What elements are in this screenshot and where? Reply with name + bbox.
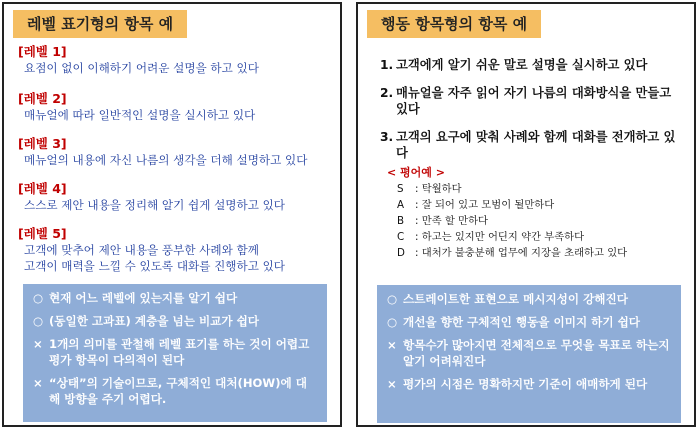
level-description: 요점이 없이 이해하기 어려운 설명을 하고 있다	[24, 61, 259, 75]
list-item	[380, 129, 685, 161]
behavior-item-panel	[356, 2, 696, 427]
item-text: 고객에게 알기 쉬운 말로 설명을 실시하고 있다	[396, 58, 648, 72]
note-item	[387, 291, 671, 307]
item-text: 고객의 요구에 맞춰 사례와 함께 대화를 전개하고 있다	[396, 130, 676, 160]
note-text: 스트레이트한 표현으로 메시지성이 강해진다	[403, 292, 628, 306]
grade-text: : 대처가 불충분해 업무에 지장을 초래하고 있다	[415, 247, 628, 259]
cross-mark-icon: ×	[33, 376, 43, 390]
level-label: [레벨 2]	[18, 91, 67, 106]
circle-mark-icon: ○	[387, 315, 398, 329]
note-item	[33, 336, 317, 368]
pros-cons-box	[23, 284, 327, 422]
note-item	[33, 313, 317, 329]
note-item	[387, 376, 671, 392]
circle-mark-icon: ○	[387, 292, 398, 306]
circle-mark-icon: ○	[33, 314, 44, 328]
level-item	[18, 181, 285, 213]
note-item	[33, 290, 317, 306]
cross-mark-icon: ×	[387, 377, 397, 391]
grade-letter: C	[397, 231, 405, 243]
pros-cons-box	[377, 285, 681, 423]
level-description: 고객에 맞추어 제안 내용을 풍부한 사례와 함께	[24, 243, 259, 257]
level-description: 고객이 매력을 느낄 수 있도록 대화를 진행하고 있다	[24, 259, 285, 273]
evaluation-header: < 평어예 >	[387, 166, 445, 179]
level-description: 매뉴얼에 따라 일반적인 설명을 실시하고 있다	[24, 108, 256, 122]
note-text: 항목수가 많아지면 전체적으로 무엇을 목표로 하는지 알기 어려워진다	[403, 338, 670, 368]
note-text: 현재 어느 레벨에 있는지를 알기 쉽다	[49, 291, 238, 305]
grade-row	[397, 213, 667, 229]
grade-letter: A	[397, 199, 405, 211]
level-item	[18, 44, 259, 76]
item-number: 2.	[380, 86, 394, 100]
grade-row	[397, 181, 667, 197]
note-text: “상태”의 기술이므로, 구체적인 대처(HOW)에 대해 방향을 주기 어렵다.	[49, 376, 307, 406]
grade-text: : 잘 되어 있고 모범이 될만하다	[415, 199, 555, 211]
grade-letter: D	[397, 247, 405, 259]
note-text: 1개의 의미를 관철해 레벨 표기를 하는 것이 어렵고 평가 항목이 다의적이 된다	[49, 337, 310, 367]
level-notation-panel	[2, 2, 342, 427]
level-label: [레벨 5]	[18, 226, 67, 241]
evaluation-scale	[397, 181, 667, 261]
cross-mark-icon: ×	[33, 337, 43, 351]
item-number: 1.	[380, 58, 394, 72]
note-text: (동일한 고과표) 계층을 넘는 비교가 쉽다	[49, 314, 259, 328]
cross-mark-icon: ×	[387, 338, 397, 352]
level-description: 스스로 제안 내용을 정리해 알기 쉽게 설명하고 있다	[24, 198, 285, 212]
list-item	[380, 57, 685, 73]
level-label: [레벨 3]	[18, 136, 67, 151]
note-text: 평가의 시점은 명확하지만 기준이 애매하게 된다	[403, 377, 648, 391]
level-description: 메뉴얼의 내용에 자신 나름의 생각을 더해 설명하고 있다	[24, 153, 308, 167]
panel-title: 행동 항목형의 항목 예	[367, 10, 541, 38]
grade-text: : 탁월하다	[415, 183, 462, 195]
level-item	[18, 226, 285, 274]
grade-row	[397, 245, 667, 261]
grade-letter: S	[397, 183, 404, 195]
note-item	[33, 375, 317, 407]
behavior-item-list	[380, 57, 685, 173]
grade-row	[397, 197, 667, 213]
level-label: [레벨 4]	[18, 181, 67, 196]
circle-mark-icon: ○	[33, 291, 44, 305]
grade-text: : 하고는 있지만 어딘지 약간 부족하다	[415, 231, 585, 243]
level-item	[18, 91, 255, 123]
grade-row	[397, 229, 667, 245]
item-number: 3.	[380, 130, 394, 144]
item-text: 매뉴얼을 자주 읽어 자기 나름의 대화방식을 만들고 있다	[396, 86, 672, 116]
grade-text: : 만족 할 만하다	[415, 215, 488, 227]
note-item	[387, 314, 671, 330]
note-text: 개선을 향한 구체적인 행동을 이미지 하기 쉽다	[403, 315, 641, 329]
level-item	[18, 136, 307, 168]
level-label: [레벨 1]	[18, 44, 67, 59]
grade-letter: B	[397, 215, 405, 227]
panel-title: 레벨 표기형의 항목 예	[13, 10, 187, 38]
note-item	[387, 337, 671, 369]
list-item	[380, 85, 685, 117]
